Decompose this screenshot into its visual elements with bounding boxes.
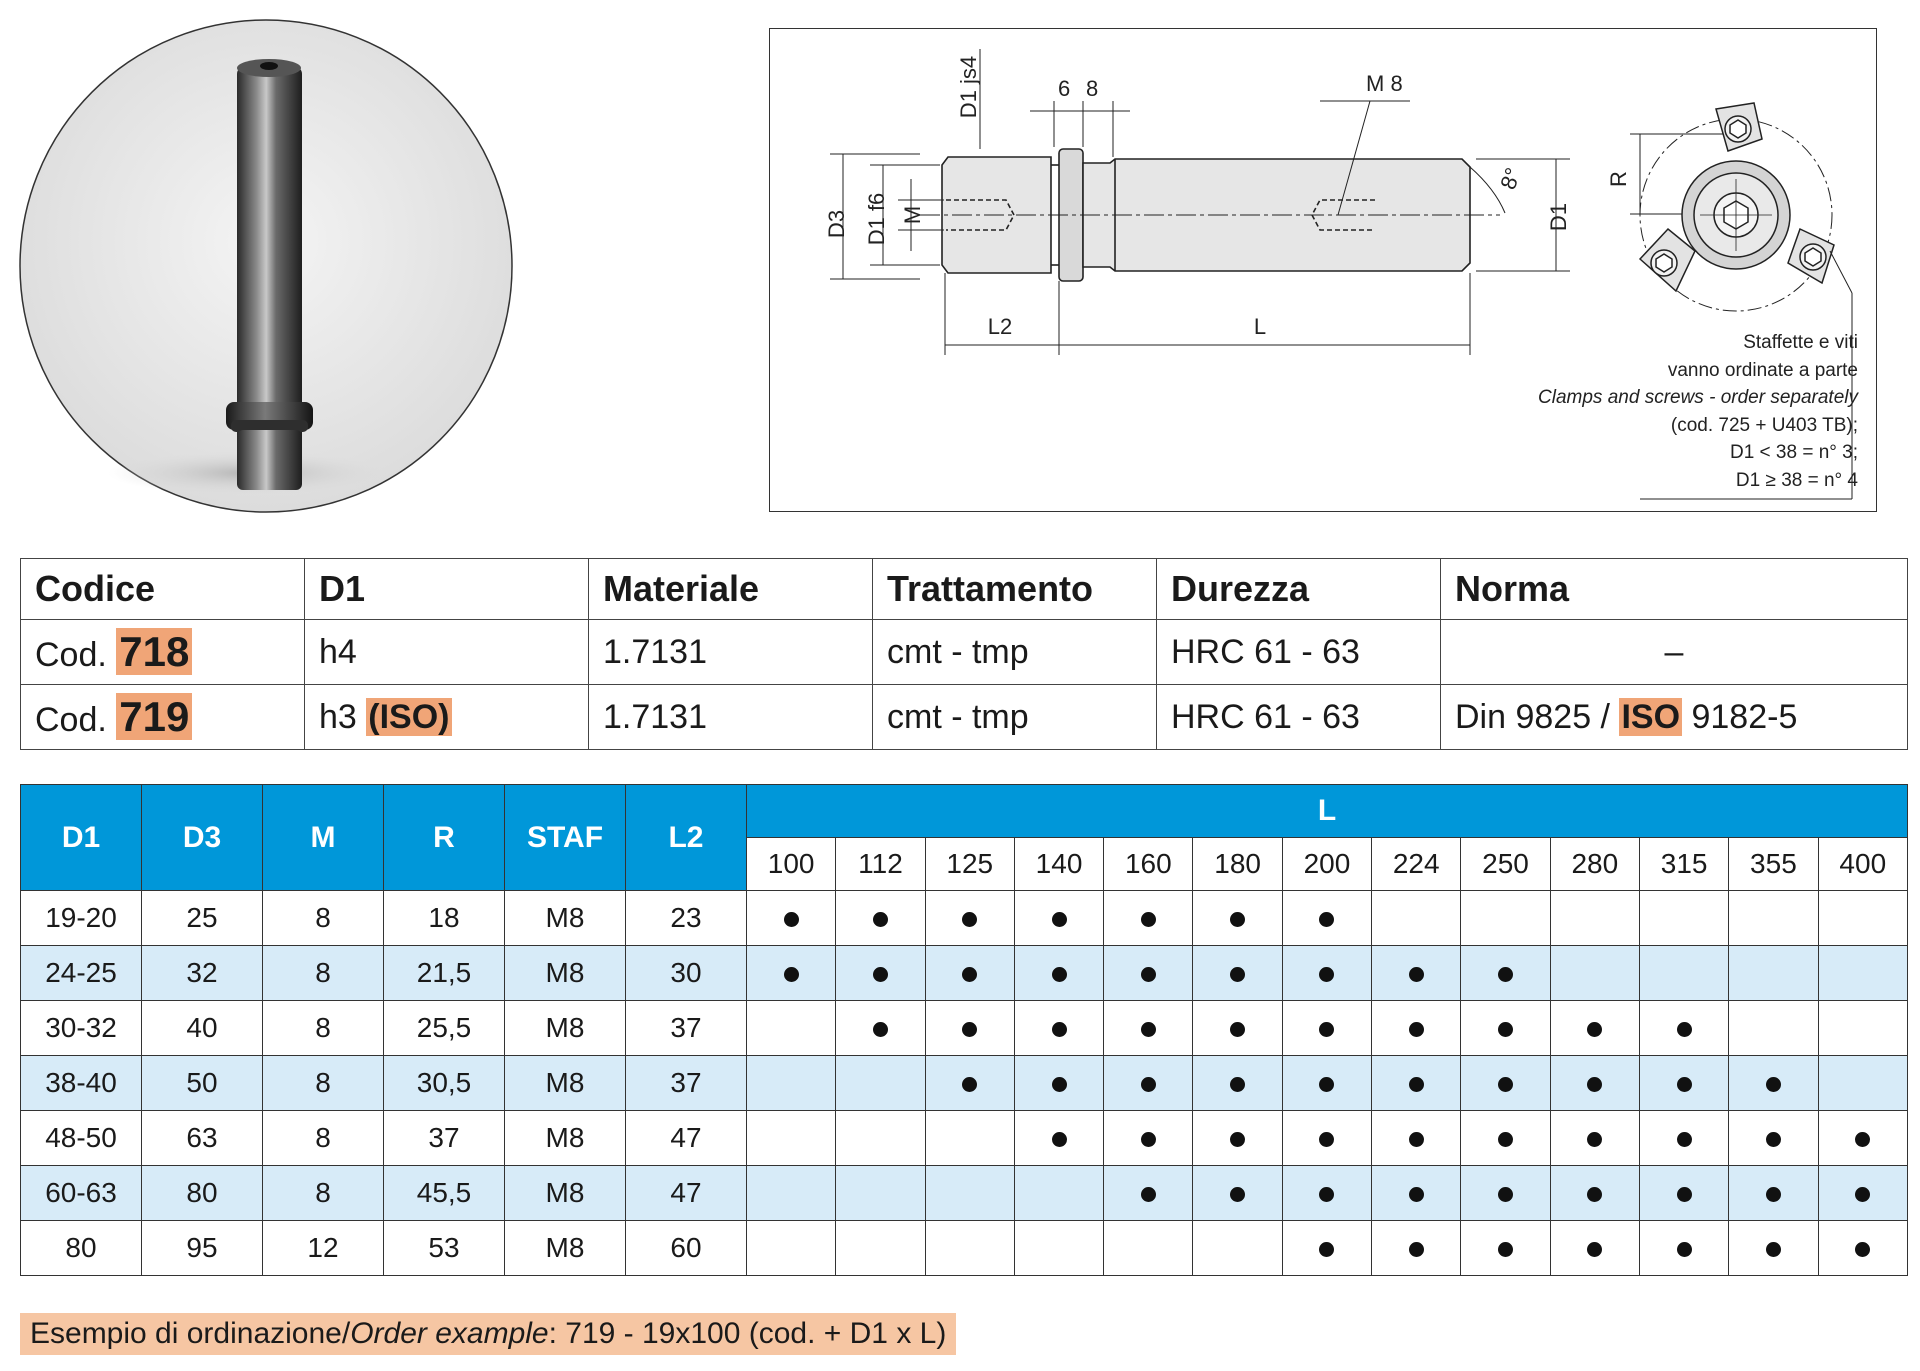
availability-cell: [1461, 1001, 1550, 1056]
availability-cell: [1282, 946, 1371, 1001]
availability-cell: [747, 1056, 836, 1111]
dims-cell-m: 8: [263, 1166, 384, 1221]
availability-cell: [1193, 891, 1282, 946]
availability-cell: [1372, 1221, 1461, 1276]
spec-cell-materiale: 1.7131: [589, 685, 873, 750]
dims-cell-m: 12: [263, 1221, 384, 1276]
availability-dot: [1677, 1132, 1692, 1147]
dims-cell-d3: 95: [142, 1221, 263, 1276]
availability-cell: [1104, 1111, 1193, 1166]
availability-dot: [1319, 1242, 1334, 1257]
availability-cell: [1818, 1221, 1907, 1276]
spec-cell-d1: [305, 685, 589, 750]
dims-cell-r: 37: [384, 1111, 505, 1166]
label-m8: M 8: [1366, 71, 1403, 96]
dims-row: [21, 946, 1908, 1001]
availability-dot: [1855, 1242, 1870, 1257]
availability-cell: [1282, 891, 1371, 946]
availability-dot: [1052, 1077, 1067, 1092]
availability-dot: [1319, 1132, 1334, 1147]
dims-row: [21, 1111, 1908, 1166]
order-example: [20, 1313, 956, 1355]
availability-cell: [1729, 1001, 1818, 1056]
availability-cell: [1729, 1056, 1818, 1111]
availability-cell: [1729, 1111, 1818, 1166]
availability-dot: [873, 1022, 888, 1037]
availability-dot: [1052, 1022, 1067, 1037]
availability-dot: [1587, 1022, 1602, 1037]
availability-cell: [1639, 1221, 1728, 1276]
availability-cell: [1550, 1001, 1639, 1056]
availability-dot: [1052, 912, 1067, 927]
label-angle: 8°: [1495, 164, 1526, 193]
availability-dot: [784, 912, 799, 927]
dims-l-value: 140: [1014, 838, 1103, 891]
dims-cell-l2: 47: [626, 1166, 747, 1221]
availability-dot: [1052, 967, 1067, 982]
availability-cell: [1193, 1001, 1282, 1056]
availability-cell: [1461, 891, 1550, 946]
availability-dot: [1409, 1077, 1424, 1092]
dims-cell-r: 53: [384, 1221, 505, 1276]
spec-header-row: [21, 559, 1908, 620]
availability-cell: [1104, 946, 1193, 1001]
availability-cell: [925, 1056, 1014, 1111]
availability-cell: [1550, 891, 1639, 946]
spec-cell-codice: [21, 620, 305, 685]
availability-dot: [1052, 1132, 1067, 1147]
availability-dot: [1855, 1187, 1870, 1202]
technical-drawing: [769, 28, 1877, 512]
note-line-5: D1 < 38 = n° 3;: [1729, 442, 1858, 463]
availability-cell: [925, 1221, 1014, 1276]
dims-cell-r: 21,5: [384, 946, 505, 1001]
availability-cell: [747, 1001, 836, 1056]
dims-row: [21, 1001, 1908, 1056]
availability-cell: [1104, 891, 1193, 946]
availability-cell: [1014, 1111, 1103, 1166]
availability-cell: [1014, 1001, 1103, 1056]
availability-cell: [747, 891, 836, 946]
dims-header-staf: STAF: [505, 785, 626, 891]
clamp-note: [1538, 329, 1858, 494]
availability-cell: [1550, 1111, 1639, 1166]
dims-header-l2: L2: [626, 785, 747, 891]
availability-dot: [873, 967, 888, 982]
order-label-en: Order example: [350, 1317, 549, 1350]
label-r: R: [1606, 171, 1631, 187]
dims-cell-m: 8: [263, 891, 384, 946]
availability-cell: [1550, 1221, 1639, 1276]
dims-cell-d3: 80: [142, 1166, 263, 1221]
availability-cell: [1639, 891, 1728, 946]
dims-cell-staf: M8: [505, 1221, 626, 1276]
availability-dot: [1141, 1187, 1156, 1202]
dims-row: [21, 1221, 1908, 1276]
label-l2: L2: [987, 314, 1013, 339]
availability-cell: [1193, 946, 1282, 1001]
dims-cell-d1: 38-40: [21, 1056, 142, 1111]
note-line-1: Staffette e viti: [1743, 332, 1858, 353]
dims-cell-r: 45,5: [384, 1166, 505, 1221]
availability-cell: [836, 1056, 925, 1111]
dims-cell-l2: 30: [626, 946, 747, 1001]
spec-header-norma: Norma: [1441, 559, 1908, 620]
availability-cell: [1372, 1001, 1461, 1056]
dims-l-value: 355: [1729, 838, 1818, 891]
availability-dot: [1587, 1187, 1602, 1202]
availability-cell: [1818, 1056, 1907, 1111]
availability-dot: [1409, 1242, 1424, 1257]
availability-cell: [1729, 891, 1818, 946]
dims-row: [21, 1056, 1908, 1111]
dims-cell-d3: 63: [142, 1111, 263, 1166]
order-value: : 719 - 19x100 (cod. + D1 x L): [548, 1317, 947, 1350]
availability-dot: [1409, 1132, 1424, 1147]
availability-cell: [1372, 1111, 1461, 1166]
dims-row: [21, 891, 1908, 946]
dims-cell-staf: M8: [505, 1166, 626, 1221]
availability-cell: [1014, 946, 1103, 1001]
availability-cell: [1550, 946, 1639, 1001]
availability-cell: [1372, 1166, 1461, 1221]
availability-cell: [1372, 891, 1461, 946]
availability-dot: [1230, 912, 1245, 927]
availability-cell: [1104, 1166, 1193, 1221]
availability-dot: [1677, 1242, 1692, 1257]
availability-dot: [873, 912, 888, 927]
availability-cell: [836, 946, 925, 1001]
spec-row: [21, 620, 1908, 685]
spec-row: [21, 685, 1908, 750]
dims-cell-d3: 40: [142, 1001, 263, 1056]
dims-cell-d1: 60-63: [21, 1166, 142, 1221]
availability-cell: [836, 891, 925, 946]
availability-dot: [1587, 1077, 1602, 1092]
dims-l-value: 100: [747, 838, 836, 891]
dims-l-value: 315: [1639, 838, 1728, 891]
d1-iso-badge: (ISO): [368, 697, 450, 736]
dims-header-row: [21, 785, 1908, 838]
availability-cell: [1372, 1056, 1461, 1111]
availability-cell: [1104, 1001, 1193, 1056]
availability-dot: [1230, 1077, 1245, 1092]
availability-dot: [962, 967, 977, 982]
spec-cell-norma: –: [1441, 620, 1908, 685]
availability-cell: [1461, 1221, 1550, 1276]
availability-cell: [1282, 1056, 1371, 1111]
label-eight: 8: [1086, 76, 1099, 101]
availability-dot: [962, 1077, 977, 1092]
dims-cell-d3: 50: [142, 1056, 263, 1111]
spec-cell-durezza: HRC 61 - 63: [1157, 685, 1441, 750]
product-photo: [18, 18, 514, 514]
availability-cell: [1818, 1166, 1907, 1221]
spec-header-durezza: Durezza: [1157, 559, 1441, 620]
availability-cell: [1818, 1001, 1907, 1056]
label-m: M: [900, 205, 925, 225]
availability-cell: [1193, 1111, 1282, 1166]
availability-dot: [1141, 967, 1156, 982]
note-line-6: D1 ≥ 38 = n° 4: [1735, 469, 1858, 491]
availability-cell: [925, 1001, 1014, 1056]
availability-dot: [1766, 1077, 1781, 1092]
availability-cell: [925, 946, 1014, 1001]
dims-cell-staf: M8: [505, 1056, 626, 1111]
dims-cell-m: 8: [263, 946, 384, 1001]
availability-cell: [1282, 1001, 1371, 1056]
availability-cell: [1818, 946, 1907, 1001]
dims-l-value: 200: [1282, 838, 1371, 891]
availability-dot: [1766, 1132, 1781, 1147]
availability-dot: [1319, 1077, 1334, 1092]
dims-cell-d3: 25: [142, 891, 263, 946]
d1-value: h3: [319, 697, 357, 736]
availability-dot: [962, 912, 977, 927]
dims-cell-m: 8: [263, 1111, 384, 1166]
dims-l-value: 125: [925, 838, 1014, 891]
label-l: L: [1253, 314, 1267, 339]
availability-cell: [925, 891, 1014, 946]
availability-cell: [747, 1111, 836, 1166]
availability-dot: [1230, 1187, 1245, 1202]
spec-cell-norma: [1441, 685, 1908, 750]
spec-cell-trattamento: cmt - tmp: [873, 685, 1157, 750]
availability-dot: [1409, 1022, 1424, 1037]
availability-cell: [1729, 946, 1818, 1001]
dims-header-d3: D3: [142, 785, 263, 891]
availability-cell: [1193, 1166, 1282, 1221]
norma-suffix: 9182-5: [1691, 697, 1798, 736]
availability-dot: [1319, 967, 1334, 982]
availability-dot: [1498, 1132, 1513, 1147]
spec-cell-codice: [21, 685, 305, 750]
availability-cell: [1282, 1221, 1371, 1276]
availability-dot: [1677, 1022, 1692, 1037]
availability-dot: [1766, 1242, 1781, 1257]
dims-cell-d3: 32: [142, 946, 263, 1001]
availability-dot: [1230, 1022, 1245, 1037]
availability-cell: [1193, 1056, 1282, 1111]
availability-cell: [925, 1111, 1014, 1166]
spec-cell-d1: [305, 620, 589, 685]
availability-cell: [925, 1166, 1014, 1221]
dims-row: [21, 1166, 1908, 1221]
availability-dot: [1855, 1132, 1870, 1147]
availability-dot: [1409, 1187, 1424, 1202]
availability-cell: [1104, 1056, 1193, 1111]
cod-prefix: Cod.: [35, 636, 107, 674]
availability-dot: [1587, 1132, 1602, 1147]
spec-header-d1: D1: [305, 559, 589, 620]
dims-cell-r: 30,5: [384, 1056, 505, 1111]
dims-cell-d1: 24-25: [21, 946, 142, 1001]
availability-cell: [1818, 891, 1907, 946]
availability-dot: [1498, 1242, 1513, 1257]
availability-cell: [1014, 891, 1103, 946]
note-line-4: (cod. 725 + U403 TB);: [1670, 414, 1858, 436]
dims-l-value: 250: [1461, 838, 1550, 891]
dims-cell-d1: 80: [21, 1221, 142, 1276]
availability-cell: [1014, 1056, 1103, 1111]
availability-dot: [1677, 1187, 1692, 1202]
dims-cell-l2: 47: [626, 1111, 747, 1166]
dims-cell-l2: 23: [626, 891, 747, 946]
dims-header-m: M: [263, 785, 384, 891]
dims-l-value: 280: [1550, 838, 1639, 891]
dims-cell-m: 8: [263, 1056, 384, 1111]
availability-dot: [1498, 1187, 1513, 1202]
availability-dot: [1498, 1022, 1513, 1037]
d1-value: h4: [319, 632, 357, 671]
spec-header-trattamento: Trattamento: [873, 559, 1157, 620]
availability-cell: [1461, 1166, 1550, 1221]
dims-cell-r: 25,5: [384, 1001, 505, 1056]
note-line-2: vanno ordinate a parte: [1667, 359, 1858, 381]
spec-cell-durezza: HRC 61 - 63: [1157, 620, 1441, 685]
spec-cell-trattamento: cmt - tmp: [873, 620, 1157, 685]
dims-cell-staf: M8: [505, 1001, 626, 1056]
label-d1-right: D1: [1546, 202, 1571, 232]
availability-cell: [1639, 1166, 1728, 1221]
spec-header-materiale: Materiale: [589, 559, 873, 620]
spec-header-codice: Codice: [21, 559, 305, 620]
availability-dot: [1141, 912, 1156, 927]
availability-cell: [747, 1221, 836, 1276]
dims-l-value: 112: [836, 838, 925, 891]
dims-cell-l2: 37: [626, 1056, 747, 1111]
spec-table: [20, 558, 1908, 750]
dims-cell-staf: M8: [505, 946, 626, 1001]
availability-cell: [1282, 1111, 1371, 1166]
norma-din: Din 9825 /: [1455, 697, 1610, 736]
availability-cell: [1282, 1166, 1371, 1221]
label-d1-f6: D1 f6: [864, 192, 889, 246]
availability-cell: [1550, 1056, 1639, 1111]
label-d1-js4: D1 js4: [956, 55, 981, 119]
dims-l-value: 400: [1818, 838, 1907, 891]
availability-dot: [1766, 1187, 1781, 1202]
availability-dot: [962, 1022, 977, 1037]
availability-dot: [1141, 1132, 1156, 1147]
label-six: 6: [1058, 76, 1071, 101]
dims-header-d1: D1: [21, 785, 142, 891]
availability-cell: [836, 1111, 925, 1166]
availability-dot: [1141, 1022, 1156, 1037]
availability-cell: [1818, 1111, 1907, 1166]
availability-cell: [836, 1221, 925, 1276]
dimensions-table: [20, 784, 1908, 1276]
availability-dot: [1230, 967, 1245, 982]
availability-cell: [1372, 946, 1461, 1001]
dims-header-r: R: [384, 785, 505, 891]
availability-cell: [836, 1166, 925, 1221]
availability-dot: [1587, 1242, 1602, 1257]
availability-cell: [1461, 1056, 1550, 1111]
availability-dot: [1319, 1187, 1334, 1202]
dims-l-value: 180: [1193, 838, 1282, 891]
order-label-it: Esempio di ordinazione/: [30, 1317, 351, 1350]
dims-cell-l2: 37: [626, 1001, 747, 1056]
dims-cell-d1: 30-32: [21, 1001, 142, 1056]
availability-cell: [1550, 1166, 1639, 1221]
availability-dot: [1141, 1077, 1156, 1092]
availability-cell: [1461, 946, 1550, 1001]
label-d3: D3: [824, 209, 849, 239]
availability-cell: [836, 1001, 925, 1056]
availability-cell: [1014, 1221, 1103, 1276]
cod-prefix: Cod.: [35, 701, 107, 739]
availability-cell: [747, 1166, 836, 1221]
dims-cell-r: 18: [384, 891, 505, 946]
cod-number: 718: [116, 628, 192, 675]
availability-cell: [1639, 1001, 1728, 1056]
dims-l-value: 160: [1104, 838, 1193, 891]
availability-dot: [1498, 1077, 1513, 1092]
availability-cell: [1193, 1221, 1282, 1276]
availability-dot: [1409, 967, 1424, 982]
availability-cell: [1639, 1056, 1728, 1111]
availability-cell: [1014, 1166, 1103, 1221]
dims-cell-m: 8: [263, 1001, 384, 1056]
dims-cell-staf: M8: [505, 1111, 626, 1166]
availability-dot: [1677, 1077, 1692, 1092]
dims-cell-staf: M8: [505, 891, 626, 946]
dims-body: [21, 891, 1908, 1276]
dims-l-value: 224: [1372, 838, 1461, 891]
availability-cell: [1639, 1111, 1728, 1166]
availability-cell: [1639, 946, 1728, 1001]
availability-dot: [1498, 967, 1513, 982]
cod-number: 719: [116, 693, 192, 740]
availability-cell: [1729, 1166, 1818, 1221]
availability-dot: [784, 967, 799, 982]
spec-cell-materiale: 1.7131: [589, 620, 873, 685]
availability-cell: [1461, 1111, 1550, 1166]
availability-dot: [1230, 1132, 1245, 1147]
availability-cell: [747, 946, 836, 1001]
dims-header-l: L: [747, 785, 1908, 838]
availability-dot: [1319, 1022, 1334, 1037]
availability-cell: [1104, 1221, 1193, 1276]
note-line-3: Clamps and screws - order separately: [1538, 387, 1858, 408]
norma-iso-badge: ISO: [1621, 697, 1681, 736]
dims-cell-l2: 60: [626, 1221, 747, 1276]
dims-cell-d1: 19-20: [21, 891, 142, 946]
availability-dot: [1319, 912, 1334, 927]
availability-cell: [1729, 1221, 1818, 1276]
dims-cell-d1: 48-50: [21, 1111, 142, 1166]
